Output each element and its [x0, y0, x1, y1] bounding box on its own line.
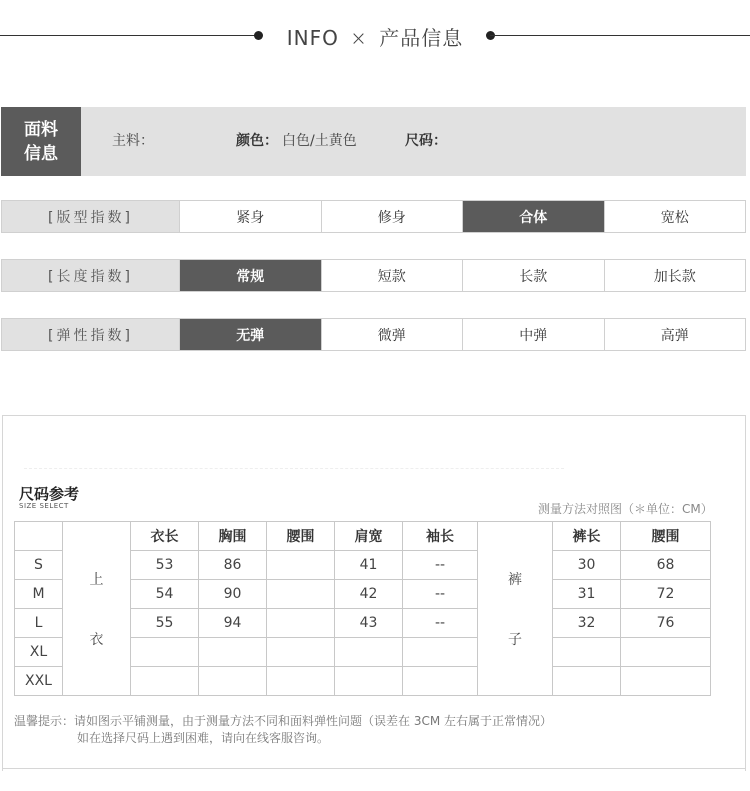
value-cell — [131, 667, 199, 696]
value-cell — [335, 638, 403, 667]
color-value: 白色/土黄色 — [282, 133, 357, 149]
value-cell: -- — [403, 580, 478, 609]
fit-index-label: [版型指数] — [2, 201, 180, 232]
value-cell: 31 — [553, 580, 621, 609]
size-cell: S — [15, 551, 63, 580]
value-cell: 53 — [131, 551, 199, 580]
elasticity-option: 中弹 — [463, 319, 605, 350]
header-pants-waist: 腰围 — [621, 522, 711, 551]
header-chest: 胸围 — [199, 522, 267, 551]
value-cell — [267, 609, 335, 638]
fit-option: 合体 — [463, 201, 605, 232]
fabric-info-badge — [1, 107, 81, 176]
fit-index-row — [1, 200, 746, 233]
value-cell — [553, 638, 621, 667]
size-panel-bottom-border — [2, 768, 746, 769]
pants-char-2: 子 — [508, 631, 522, 648]
length-option: 常规 — [180, 260, 322, 291]
length-option: 加长款 — [653, 268, 696, 285]
value-cell — [199, 667, 267, 696]
value-cell: 86 — [199, 551, 267, 580]
elasticity-index-row — [1, 318, 746, 351]
length-index-label: [长度指数] — [2, 260, 180, 291]
value-cell: 42 — [335, 580, 403, 609]
size-table-header — [15, 522, 711, 551]
tip-line-1: 温馨提示：请如图示平铺测量，由于测量方法不同和面料弹性问题（误差在 3CM 左右属于正常情况） — [14, 714, 552, 728]
elasticity-index-label: [弹性指数] — [2, 319, 180, 350]
value-cell: -- — [403, 609, 478, 638]
size-label: 尺码： — [405, 133, 447, 149]
fit-option: 紧身 — [180, 201, 322, 232]
length-option: 长款 — [463, 260, 605, 291]
top-label-cell — [63, 522, 131, 696]
value-cell: 72 — [621, 580, 711, 609]
size-cell: XL — [15, 638, 63, 667]
size-cell: L — [15, 609, 63, 638]
elasticity-option: 高弹 — [660, 327, 689, 344]
value-cell — [267, 551, 335, 580]
value-cell: 76 — [621, 609, 711, 638]
section-title — [282, 22, 468, 51]
pants-char-1: 裤 — [508, 571, 522, 588]
value-cell: 30 — [553, 551, 621, 580]
length-index-row — [1, 259, 746, 292]
top-char-1: 上 — [89, 571, 104, 588]
header-line-left — [0, 35, 258, 36]
size-info — [405, 130, 447, 150]
main-material — [112, 130, 154, 150]
color-label: 颜色： — [236, 133, 278, 149]
elasticity-option: 微弹 — [322, 319, 464, 350]
value-cell — [621, 638, 711, 667]
pants-label-cell — [478, 522, 553, 696]
header-dot-left — [254, 31, 263, 40]
tip-line-2: 如在选择尺码上遇到困难，请向在线客服咨询。 — [77, 731, 330, 745]
value-cell: 94 — [199, 609, 267, 638]
title-separator: × — [350, 26, 368, 50]
color-info — [236, 130, 357, 150]
fabric-badge-label: 面料信息 — [24, 119, 58, 164]
value-cell — [267, 580, 335, 609]
value-cell — [335, 667, 403, 696]
size-table — [14, 521, 711, 696]
header-line-right — [490, 35, 750, 36]
value-cell: 54 — [131, 580, 199, 609]
top-char-2: 衣 — [89, 631, 104, 648]
value-cell — [267, 638, 335, 667]
header-waist: 腰围 — [267, 522, 335, 551]
value-cell: 68 — [621, 551, 711, 580]
size-cell: M — [15, 580, 63, 609]
size-subtitle: SIZE SELECT — [19, 502, 69, 510]
elasticity-option: 无弹 — [180, 319, 322, 350]
value-cell: -- — [403, 551, 478, 580]
measure-note: 测量方法对照图（＊单位：CM） — [538, 502, 713, 516]
length-option: 短款 — [322, 260, 464, 291]
size-cell: XXL — [15, 667, 63, 696]
value-cell: 55 — [131, 609, 199, 638]
corner-cell — [15, 522, 63, 551]
value-cell: 32 — [553, 609, 621, 638]
header-pants-length: 裤长 — [553, 522, 621, 551]
value-cell: 41 — [335, 551, 403, 580]
size-title: 尺码参考 — [19, 485, 80, 503]
fit-option: 修身 — [322, 201, 464, 232]
main-material-label: 主料： — [112, 133, 154, 149]
value-cell: 90 — [199, 580, 267, 609]
header-length: 衣长 — [131, 522, 199, 551]
value-cell — [267, 667, 335, 696]
value-cell — [403, 638, 478, 667]
header-sleeve: 袖长 — [403, 522, 478, 551]
value-cell — [553, 667, 621, 696]
value-cell: 43 — [335, 609, 403, 638]
value-cell — [621, 667, 711, 696]
title-product-info: 产品信息 — [379, 26, 464, 50]
header-shoulder: 肩宽 — [335, 522, 403, 551]
value-cell — [131, 638, 199, 667]
fit-option: 宽松 — [660, 209, 689, 226]
title-info: INFO — [286, 26, 339, 50]
value-cell — [403, 667, 478, 696]
divider — [24, 468, 564, 470]
value-cell — [199, 638, 267, 667]
